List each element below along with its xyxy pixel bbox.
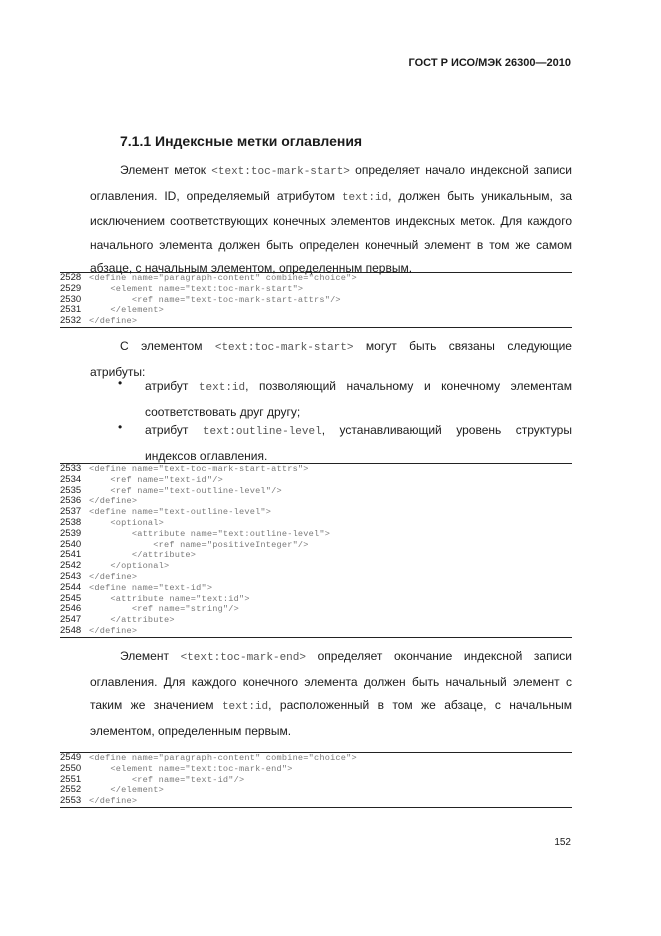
code-text: <ref name="text-toc-mark-start-attrs"/> <box>89 294 341 305</box>
code-block-2 <box>60 463 572 638</box>
code-text: <element name="text:toc-mark-end"> <box>89 763 293 774</box>
code-text: </element> <box>89 305 164 316</box>
code-text: <define name="text-outline-level"> <box>89 507 272 518</box>
code-line <box>60 540 572 551</box>
code-line <box>60 785 572 796</box>
code-text: </optional> <box>89 561 170 572</box>
code-text: <define name="paragraph-content" combine="choice"> <box>89 753 357 763</box>
code-line <box>60 594 572 605</box>
line-number: 2549 <box>60 752 82 763</box>
line-number: 2545 <box>60 592 82 604</box>
code-text: <define name="text-toc-mark-start-attrs"> <box>89 464 309 474</box>
code-text: <ref name="string"/> <box>89 604 239 615</box>
line-number: 2543 <box>60 570 82 582</box>
code-line <box>60 796 572 807</box>
paragraph-3: Элемент <text:toc-mark-end> определяет окончание индексной записи оглавления. Для каждого конечного элемента должен быть начальный элемент с таким же значением text:id, расположенный в том же абзаце, с начальным элементом, определенным первым. <box>90 649 572 738</box>
code-line <box>60 284 572 295</box>
code-text: <attribute name="text:id"> <box>89 593 250 604</box>
code-text: <ref name="text-id"/> <box>89 774 245 785</box>
code-text: <define name="text-id"> <box>89 582 213 593</box>
code-line <box>60 316 572 327</box>
code-text: </attribute> <box>89 615 175 626</box>
line-number: 2550 <box>60 762 82 774</box>
paragraph-2: С элементом <text:toc-mark-start> могут быть связаны следующие атрибуты: <box>90 339 572 379</box>
code-line <box>60 604 572 615</box>
code-line <box>60 561 572 572</box>
line-number: 2547 <box>60 614 82 626</box>
code-line <box>60 550 572 561</box>
line-number: 2529 <box>60 282 82 294</box>
code-line <box>60 496 572 507</box>
code-line <box>60 775 572 786</box>
line-number: 2530 <box>60 293 82 305</box>
paragraph-1: Элемент меток <text:toc-mark-start> определяет начало индексной записи оглавления. ID, определяемый атрибутом text:id, должен быть уникальным, за исключением соответствующих конечных элементов индексных меток. Для каждого начального элемента должен быть определен конечный элемент в том же самом абзаце, с начальным элементом, определенным первым. <box>90 163 572 275</box>
line-number: 2552 <box>60 784 82 796</box>
line-number: 2551 <box>60 773 82 785</box>
code-line <box>60 475 572 486</box>
code-line <box>60 273 572 284</box>
code-line <box>60 753 572 764</box>
code-line <box>60 583 572 594</box>
code-block-3 <box>60 752 572 808</box>
code-text: <element name="text:toc-mark-start"> <box>89 283 304 294</box>
code-line <box>60 486 572 497</box>
line-number: 2531 <box>60 304 82 316</box>
code-line <box>60 626 572 637</box>
line-number: 2534 <box>60 473 82 485</box>
code-line <box>60 295 572 306</box>
code-text: <ref name="text-id"/> <box>89 474 223 485</box>
standard-header: ГОСТ Р ИСО/МЭК 26300—2010 <box>408 57 571 69</box>
line-number: 2548 <box>60 624 82 636</box>
page-number: 152 <box>554 837 571 848</box>
code-text: </attribute> <box>89 550 197 561</box>
code-line <box>60 615 572 626</box>
code-block-1 <box>60 272 572 328</box>
code-line <box>60 507 572 518</box>
line-number: 2538 <box>60 516 82 528</box>
code-text: <define name="paragraph-content" combine="choice"> <box>89 273 357 283</box>
code-text: <ref name="positiveInteger"/> <box>89 539 309 550</box>
bullet-marker: • <box>118 376 123 390</box>
bullet-item: атрибут text:outline-level, устанавливающий уровень структуры индексов оглавления. <box>145 423 572 463</box>
bullet-marker: • <box>118 420 123 434</box>
line-number: 2546 <box>60 603 82 615</box>
code-line <box>60 764 572 775</box>
line-number: 2553 <box>60 795 82 807</box>
code-line <box>60 529 572 540</box>
code-line <box>60 305 572 316</box>
code-text: </define> <box>89 496 138 507</box>
code-text: </define> <box>89 571 138 582</box>
line-number: 2535 <box>60 484 82 496</box>
code-text: </define> <box>89 625 138 636</box>
code-text: </define> <box>89 796 138 807</box>
line-number: 2544 <box>60 581 82 593</box>
bullet-item: атрибут text:id, позволяющий начальному и конечному элементам соответствовать друг другу; <box>145 379 572 419</box>
line-number: 2536 <box>60 495 82 507</box>
line-number: 2528 <box>60 272 82 283</box>
code-text: <ref name="text-outline-level"/> <box>89 485 282 496</box>
line-number: 2537 <box>60 506 82 518</box>
line-number: 2532 <box>60 315 82 327</box>
line-number: 2541 <box>60 549 82 561</box>
code-line <box>60 572 572 583</box>
code-line <box>60 464 572 475</box>
line-number: 2540 <box>60 538 82 550</box>
line-number: 2542 <box>60 560 82 572</box>
line-number: 2533 <box>60 463 82 474</box>
code-text: <optional> <box>89 517 164 528</box>
line-number: 2539 <box>60 527 82 539</box>
code-text: </define> <box>89 316 138 327</box>
code-text: <attribute name="text:outline-level"> <box>89 528 331 539</box>
code-line <box>60 518 572 529</box>
code-text: </element> <box>89 785 164 796</box>
section-heading: 7.1.1 Индексные метки оглавления <box>120 133 363 149</box>
